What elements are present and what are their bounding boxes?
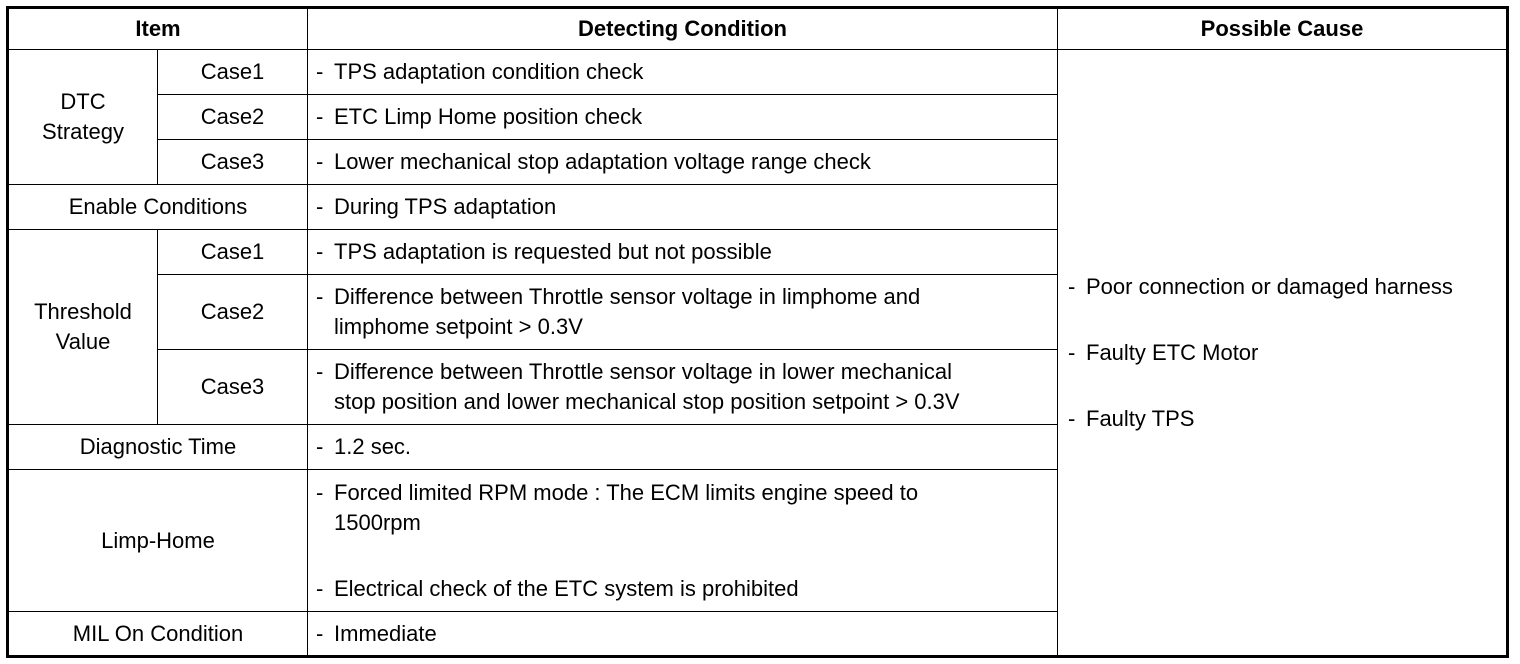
dtc-case2-label: Case2 — [158, 95, 308, 140]
threshold-case1-condition: - TPS adaptation is requested but not possible — [308, 230, 1058, 275]
threshold-case3-condition: - Difference between Throttle sensor voltage in lower mechanical stop position and lower mechanical stop position setpoint > 0.3V — [308, 350, 1058, 425]
dtc-case1-label: Case1 — [158, 50, 308, 95]
threshold-case2-condition: - Difference between Throttle sensor voltage in limphome and limphome setpoint > 0.3V — [308, 275, 1058, 350]
enable-conditions-value: - During TPS adaptation — [308, 185, 1058, 230]
header-possible-cause: Possible Cause — [1058, 8, 1508, 50]
diagnostic-time-value: - 1.2 sec. — [308, 425, 1058, 470]
possible-cause-cell — [1058, 50, 1508, 657]
dtc-case2-condition: - ETC Limp Home position check — [308, 95, 1058, 140]
cause-item: - Faulty TPS — [1068, 405, 1195, 431]
dtc-case3-condition: - Lower mechanical stop adaptation voltage range check — [308, 140, 1058, 185]
limp-home-label: Limp-Home — [8, 470, 308, 612]
cause-item: - Faulty ETC Motor — [1068, 339, 1259, 365]
table-header-row — [8, 8, 1508, 50]
mil-on-condition-value: - Immediate — [308, 612, 1058, 657]
limp-home-value: - Forced limited RPM mode : The ECM limits engine speed to 1500rpm - Electrical check of the ETC system is prohibited — [308, 470, 1058, 612]
dtc-strategy-label: DTC Strategy — [8, 50, 158, 185]
dtc-table — [6, 6, 1509, 658]
diagnostic-time-label: Diagnostic Time — [8, 425, 308, 470]
table-row — [8, 50, 1508, 95]
mil-on-condition-label: MIL On Condition — [8, 612, 308, 657]
dtc-case1-condition: - TPS adaptation condition check — [308, 50, 1058, 95]
threshold-case3-label: Case3 — [158, 350, 308, 425]
dtc-case3-label: Case3 — [158, 140, 308, 185]
cause-item: - Poor connection or damaged harness — [1068, 273, 1453, 299]
header-detecting-condition: Detecting Condition — [308, 8, 1058, 50]
threshold-value-label: Threshold Value — [8, 230, 158, 425]
enable-conditions-label: Enable Conditions — [8, 185, 308, 230]
threshold-case1-label: Case1 — [158, 230, 308, 275]
header-item: Item — [8, 8, 308, 50]
possible-cause-list — [1066, 272, 1498, 434]
threshold-case2-label: Case2 — [158, 275, 308, 350]
